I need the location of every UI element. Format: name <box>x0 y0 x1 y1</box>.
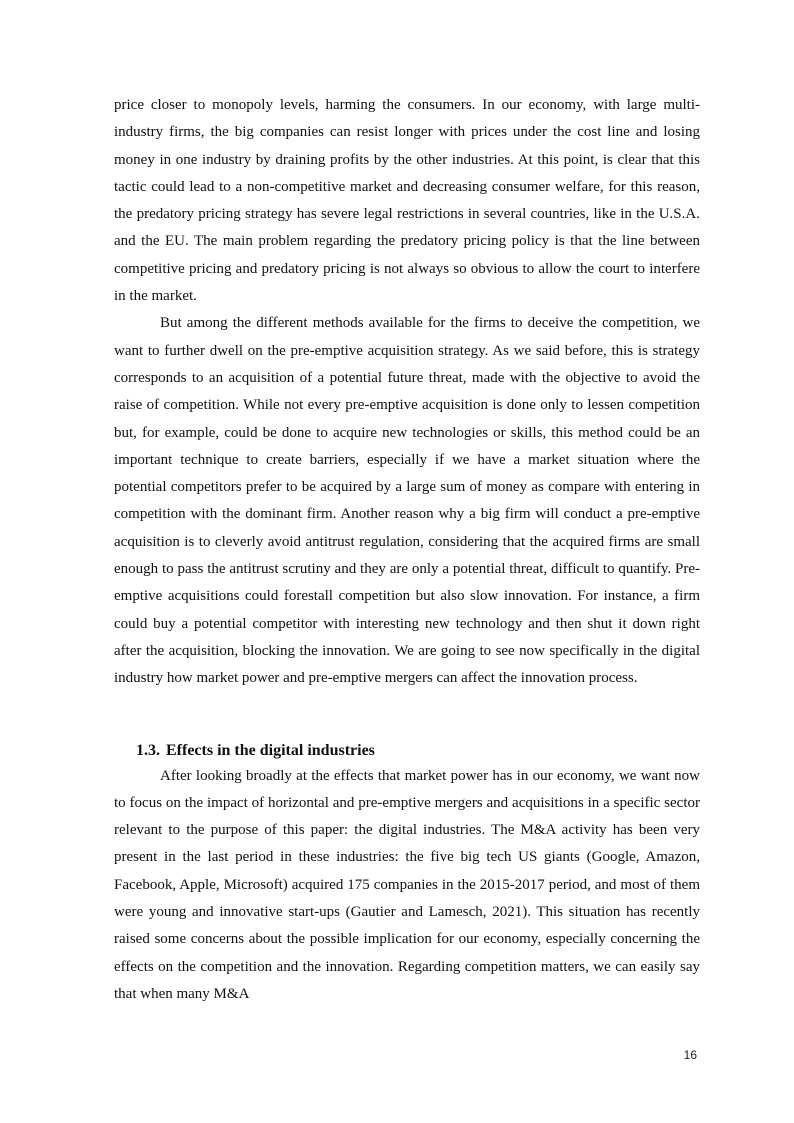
paragraph-digital-industries: After looking broadly at the effects that market power has in our economy, we want now to focus on the impact of horizontal and pre-emptive mergers and acquisitions in a specific sector relevant to the purpose of this paper: the digital industries. The M&A activity has been very present in the last period in these industries: the five big tech US giants (Google, Amazon, Facebook, Apple, Microsoft) acquired 175 companies in the 2015-2017 period, and most of them were young and innovative start-ups (Gautier and Lamesch, 2021). This situation has recently raised some concerns about the possible implication for our economy, especially concerning the effects on the competition and the innovation. Regarding competition matters, we can easily say that when many M&A <box>114 767 700 1002</box>
section-number: 1.3. <box>136 741 160 759</box>
page-number: 16 <box>683 1048 697 1062</box>
paragraph-predatory-pricing: price closer to monopoly levels, harming the consumers. In our economy, with large multi-industry firms, the big companies can resist longer with prices under the cost line and losing money in one industry by draining profits by the other industries. At this point, is clear that this tactic could lead to a non-competitive market and decreasing consumer welfare, for this reason, the predatory pricing strategy has severe legal restrictions in several countries, like in the U.S.A. and the EU. The main problem regarding the predatory pricing policy is that the line between competitive pricing and predatory pricing is not always so obvious to allow the court to interfere in the market. <box>114 97 700 305</box>
paragraph-pre-emptive-acquisition: But among the different methods available for the firms to deceive the competition, we want to further dwell on the pre-emptive acquisition strategy. As we said before, this is strategy corresponds to an acquisition of a potential future threat, made with the objective to avoid the raise of competition. While not every pre-emptive acquisition is done only to lessen competition but, for example, could be done to acquire new technologies or skills, this method could be an important technique to create barriers, especially if we have a market situation where the potential competitors prefer to be acquired by a large sum of money as compare with entering in competition with the dominant firm. Another reason why a big firm will conduct a pre-emptive acquisition is to cleverly avoid antitrust regulation, considering that the acquired firms are small enough to pass the antitrust scrutiny and they are only a potential threat, difficult to quantify. Pre-emptive acquisitions could forestall competition but also slow innovation. For instance, a firm could buy a potential competitor with interesting new technology and then shut it down right after the acquisition, blocking the innovation. We are going to see now specifically in the digital industry how market power and pre-emptive mergers can affect the innovation process. <box>114 315 700 687</box>
section-title: Effects in the digital industries <box>166 741 375 759</box>
page-body <box>114 92 700 1008</box>
section-heading <box>136 739 700 763</box>
